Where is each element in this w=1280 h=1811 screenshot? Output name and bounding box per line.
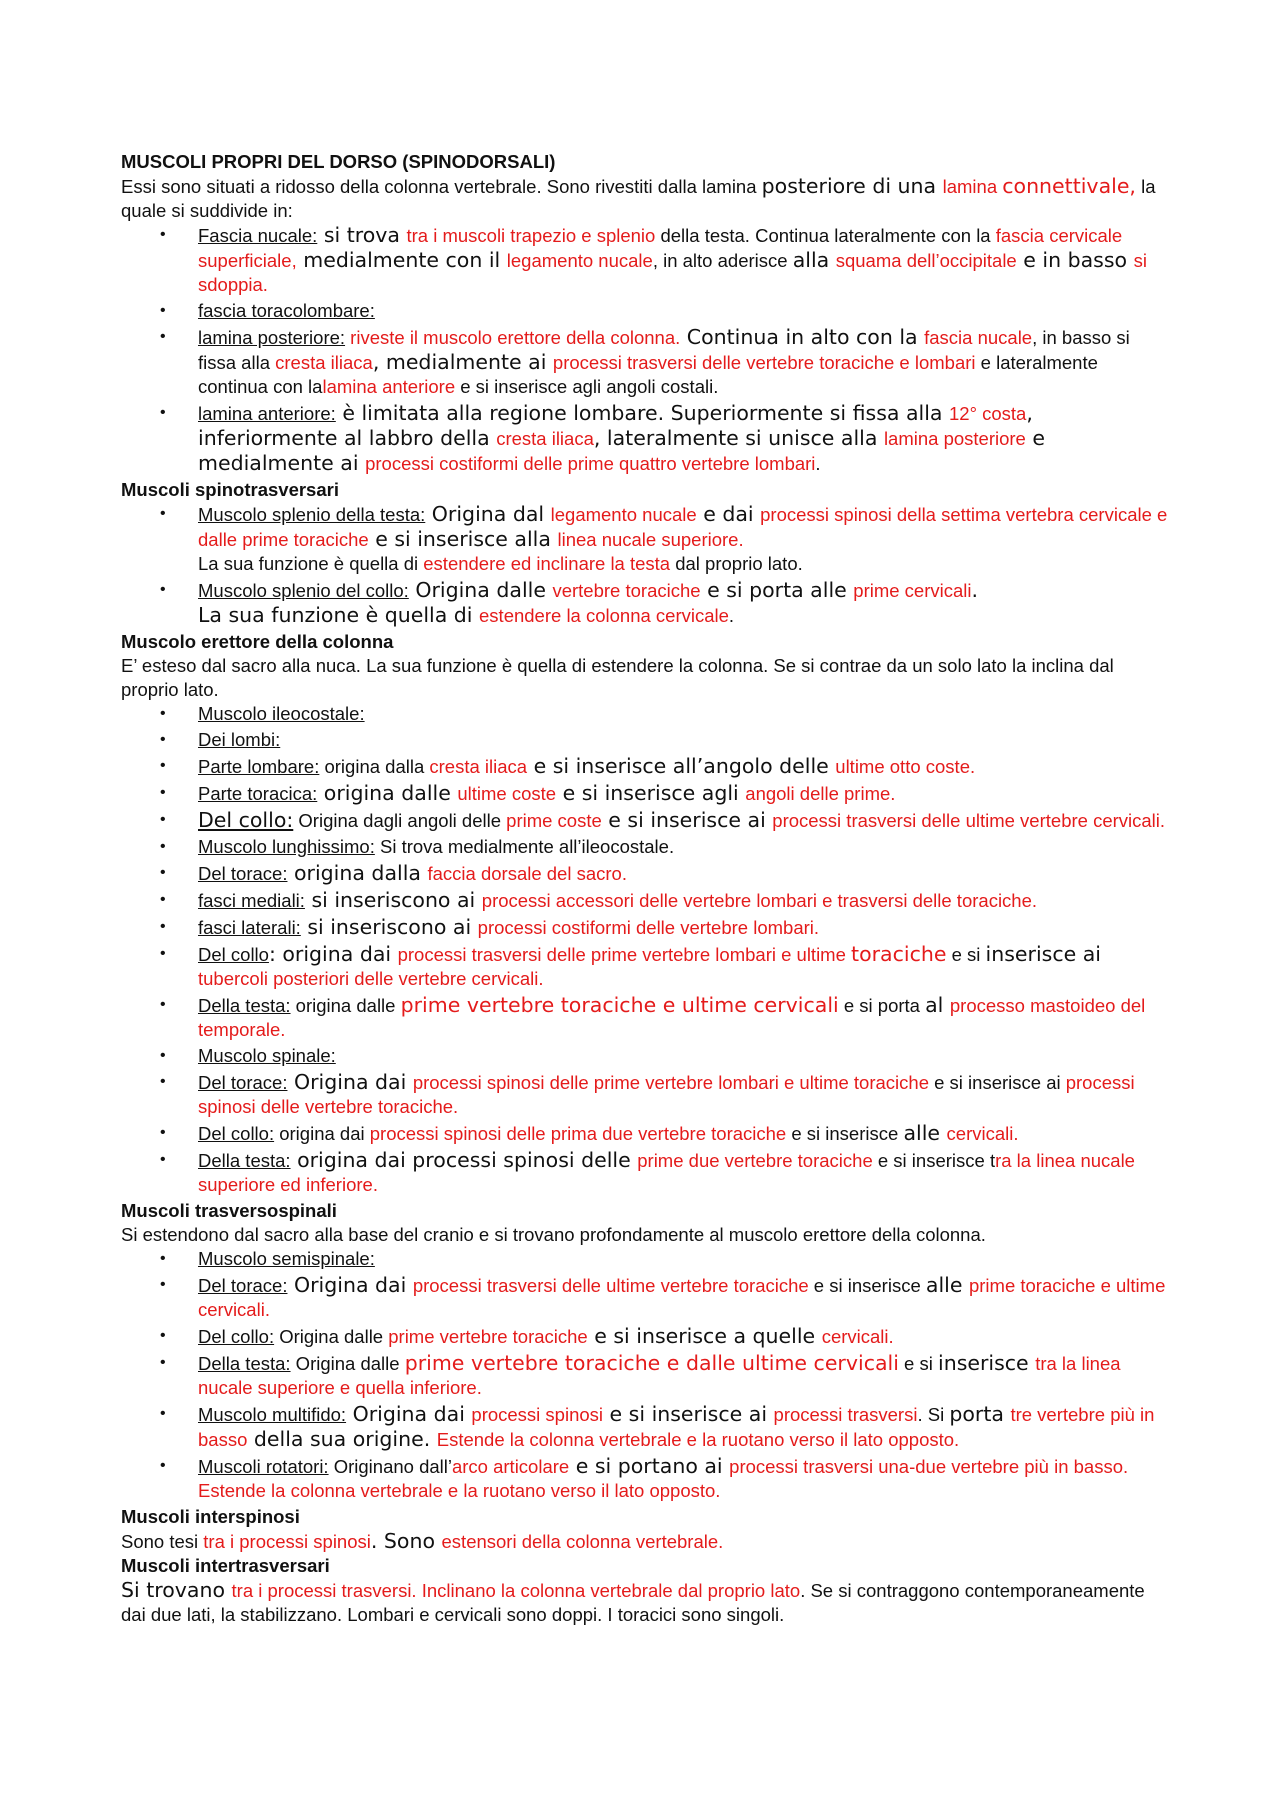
list-item (121, 1121, 1171, 1146)
text-run: tra i muscoli trapezio e splenio (406, 225, 656, 246)
text-run: Origina dai (346, 1402, 472, 1426)
text-run: fascia toracolombare: (198, 300, 375, 321)
text-run: fasci laterali: (198, 917, 301, 938)
list-item (121, 915, 1171, 940)
text-run: lamina posteriore (883, 428, 1026, 449)
text-run: Parte lombare: (198, 756, 320, 777)
section-heading: Muscoli intertrasversari (121, 1555, 330, 1576)
text-run: riveste il muscolo erettore della colonna. (345, 327, 681, 348)
text-run: e si inserisce alla (368, 527, 558, 551)
text-run: . Se si contraggono contemporaneamente dai due lati, la stabilizzano. Lombari e cervicali sono doppi. I toracici sono singoli. (121, 1580, 1145, 1625)
bullet-list (121, 702, 1171, 1197)
section-heading: Muscoli trasversospinali (121, 1200, 337, 1221)
text-run: e si inserisce (808, 1275, 926, 1296)
text-run: e si (898, 1353, 938, 1374)
text-run: . (815, 453, 821, 474)
text-run: processi trasversi delle ultime vertebre cervicali. (772, 810, 1166, 831)
text-run: La sua funzione è quella di (198, 553, 424, 574)
text-run: fasci mediali: (198, 890, 305, 911)
text-run: e lateralmente continua con la (198, 352, 1098, 397)
text-run: alle (925, 1273, 969, 1297)
list-item (121, 1273, 1171, 1322)
section-heading: Muscoli spinotrasversari (121, 479, 339, 500)
text-run: e si inserisce t (872, 1150, 996, 1171)
text-run: e si porta alle (700, 578, 854, 602)
text-run: , medialmente ai (372, 350, 553, 374)
text-run: cervicali. (821, 1326, 894, 1347)
text-run: e si inserisce agli angoli costali. (455, 376, 719, 397)
text-run: e si porta (838, 995, 926, 1016)
text-run: della testa. Continua lateralmente con la (655, 225, 996, 246)
text-run: e si inserisce ai (603, 1402, 774, 1426)
document-page (121, 150, 1171, 1627)
text-run: processi trasversi (773, 1404, 918, 1425)
text-run: e si portano ai (569, 1454, 730, 1478)
text-run: Si trova medialmente all’ileocostale. (374, 836, 675, 857)
text-run: Origina dai (287, 1070, 413, 1094)
text-run: angoli delle prime. (745, 783, 896, 804)
text-run: . Si (917, 1404, 950, 1425)
text-run: Del torace: (198, 1275, 288, 1296)
text-run: processi spinosi (471, 1404, 604, 1425)
text-run: estensori della colonna vertebrale. (441, 1531, 724, 1552)
text-run: linea nucale superiore. (557, 529, 744, 550)
section-intro (121, 1223, 1171, 1247)
text-run: processo mastoideo del temporale. (198, 995, 1146, 1040)
text-run: Del collo: (198, 1326, 275, 1347)
text-run: processi accessori delle vertebre lombari e trasversi delle toraciche. (481, 890, 1038, 911)
text-run: Della testa: (198, 1150, 291, 1171)
text-run: . Sono (370, 1529, 442, 1553)
text-run: Dei lombi: (198, 729, 281, 750)
section-heading: MUSCOLI PROPRI DEL DORSO (SPINODORSALI) (121, 151, 556, 172)
text-run: e si inserisce ai (928, 1072, 1066, 1093)
text-run: Si trovano (121, 1578, 232, 1602)
text-run: ultime otto coste. (835, 756, 976, 777)
list-item (121, 223, 1171, 297)
text-run: E’ esteso dal sacro alla nuca. La sua funzione è quella di estendere la colonna. Se si contrae da un solo lato la inclina dal proprio lato. (121, 655, 1114, 700)
text-run: Si estendono dal sacro alla base del cranio e si trovano profondamente al muscolo erettore della colonna. (121, 1224, 986, 1245)
text-run: e si inserisce a quelle (587, 1324, 822, 1348)
text-run: lamina posteriore: (198, 327, 346, 348)
list-item (121, 993, 1171, 1042)
text-run: fascia cervicale superficiale, (198, 225, 1123, 271)
text-run: legamento nucale (506, 250, 653, 271)
list-item (121, 1070, 1171, 1119)
text-run: Muscolo lunghissimo: (198, 836, 375, 857)
text-run: e si inserisce agli (556, 781, 746, 805)
text-run: prime cervicali (853, 580, 972, 601)
list-item (121, 808, 1171, 833)
list-item (121, 754, 1171, 779)
text-run: Muscolo multifido: (198, 1404, 347, 1425)
text-run: processi spinosi delle vertebre toraciche. (198, 1072, 1135, 1117)
text-run: cervicali. (946, 1123, 1019, 1144)
text-run: arco articolare (451, 1456, 570, 1477)
text-run: , in alto aderisce (652, 250, 793, 271)
section-heading: Muscoli interspinosi (121, 1506, 300, 1527)
list-item (121, 1402, 1171, 1452)
text-run: processi costiformi delle vertebre lombari. (477, 917, 820, 938)
text-run: connettivale, (1002, 174, 1136, 198)
text-run: 12° costa (949, 403, 1027, 424)
text-run: processi trasversi delle vertebre toraciche e lombari (552, 352, 976, 373)
text-run: e si inserisce all’angolo delle (527, 754, 836, 778)
text-run: origina dalla (287, 861, 428, 885)
text-run: e medialmente ai (198, 426, 1045, 475)
section-intro (121, 1529, 1171, 1554)
text-run: Essi sono situati a ridosso della colonna vertebrale. Sono rivestiti dalla lamina (121, 176, 762, 197)
text-run: processi spinosi della settima vertebra cervicale e dalle prime toraciche (198, 504, 1168, 550)
list-item (121, 299, 1171, 323)
text-run: Origina dalle (274, 1326, 389, 1347)
text-run: estendere la colonna cervicale (479, 605, 729, 626)
text-run: processi trasversi una-due vertebre più in basso. (729, 1456, 1129, 1477)
text-run: ultime coste (457, 783, 557, 804)
text-run: , lateralmente si unisce alla (593, 426, 884, 450)
list-item (121, 578, 1171, 628)
text-run: tra i processi spinosi (203, 1531, 371, 1552)
text-run: estendere ed inclinare la testa (423, 553, 671, 574)
bullet-list (121, 1247, 1171, 1503)
text-run: ra la linea nucale superiore ed inferiore. (198, 1150, 1135, 1195)
text-run: origina dai (274, 1123, 370, 1144)
text-run: dal proprio lato. (670, 553, 803, 574)
list-item (121, 861, 1171, 886)
text-run: e si (946, 944, 986, 965)
text-run: Origina dagli angoli delle (293, 810, 507, 831)
list-item (121, 781, 1171, 806)
text-run: origina dalla (319, 756, 430, 777)
text-run: tra la linea nucale superiore e quella inferiore. (198, 1353, 1121, 1398)
list-item (121, 1351, 1171, 1400)
text-run: Muscolo splenio del collo: (198, 580, 409, 601)
list-item (121, 888, 1171, 913)
text-run: cresta iliaca (275, 352, 373, 373)
text-run: Del collo: (198, 1123, 275, 1144)
bullet-list (121, 223, 1171, 476)
text-run: lamina anteriore: (198, 403, 336, 424)
text-run: e si inserisce (786, 1123, 904, 1144)
text-run: prime toraciche e ultime cervicali. (198, 1275, 1166, 1320)
text-run: e in basso (1016, 248, 1134, 272)
text-run: della sua origine. (247, 1427, 437, 1451)
text-run: Estende la colonna vertebrale e la ruotano verso il lato opposto. (436, 1429, 960, 1450)
list-item (121, 1454, 1171, 1503)
text-run: Origina dal (425, 502, 551, 526)
text-run: inserisce ai (985, 942, 1101, 966)
text-run: prime due vertebre toraciche (637, 1150, 873, 1171)
text-run: prime vertebre toraciche (388, 1326, 588, 1347)
text-run: . (728, 605, 735, 626)
text-run: processi trasversi delle ultime vertebre toraciche (412, 1275, 809, 1296)
section-intro (121, 654, 1171, 702)
text-run: medialmente con il (296, 248, 507, 272)
list-item (121, 1247, 1171, 1271)
list-item (121, 1148, 1171, 1197)
text-run: tre vertebre più in basso (198, 1404, 1155, 1450)
list-item (121, 401, 1171, 476)
text-run: porta (949, 1402, 1011, 1426)
text-run: Sono tesi (121, 1531, 204, 1552)
text-run: Del torace: (198, 863, 288, 884)
text-run: al (925, 993, 950, 1017)
bullet-list (121, 502, 1171, 628)
text-run: Origina dai (287, 1273, 413, 1297)
text-run: Estende la colonna vertebrale e la ruotano verso il lato opposto. (198, 1480, 721, 1501)
list-item (121, 942, 1171, 991)
text-run: squama dell’occipitale (835, 250, 1017, 271)
text-run: processi trasversi delle prime vertebre lombari e ultime (397, 944, 852, 965)
text-run: si trova (317, 223, 407, 247)
text-run: Del collo: (198, 808, 294, 832)
text-run: faccia dorsale del sacro. (427, 863, 627, 884)
text-run: legamento nucale (550, 504, 697, 525)
list-item (121, 702, 1171, 726)
text-run: inserisce (938, 1351, 1036, 1375)
text-run: La sua funzione è quella di (198, 603, 480, 627)
text-run: vertebre toraciche (552, 580, 701, 601)
text-run: Della testa: (198, 995, 291, 1016)
text-run: Origina dalle (290, 1353, 405, 1374)
section-intro (121, 174, 1171, 223)
text-run: posteriore di una (761, 174, 943, 198)
text-run: prime vertebre toraciche e dalle ultime cervicali (404, 1351, 899, 1375)
list-item (121, 502, 1171, 576)
list-item (121, 835, 1171, 859)
text-run: processi spinosi delle prime vertebre lombari e ultime toraciche (412, 1072, 929, 1093)
text-run: la quale si suddivide in: (121, 176, 1156, 221)
text-run: alla (792, 248, 836, 272)
list-item (121, 1324, 1171, 1349)
text-run: origina dalle (290, 995, 401, 1016)
text-run: processi spinosi delle prima due vertebre toraciche (369, 1123, 787, 1144)
text-run: Muscolo semispinale: (198, 1248, 375, 1269)
text-run: e dai (696, 502, 761, 526)
text-run: Della testa: (198, 1353, 291, 1374)
text-run: lamina anteriore (322, 376, 456, 397)
text-run: processi costiformi delle prime quattro vertebre lombari (365, 453, 816, 474)
list-item (121, 325, 1171, 399)
section-intro (121, 1578, 1171, 1627)
text-run: tubercoli posteriori delle vertebre cervicali. (198, 968, 544, 989)
text-run: Origina dalle (408, 578, 553, 602)
text-run: lamina (942, 176, 1003, 197)
text-run: prime vertebre toraciche e ultime cervicali (400, 993, 839, 1017)
text-run: Muscolo spinale: (198, 1045, 336, 1066)
list-item (121, 1044, 1171, 1068)
text-run: si inseriscono ai (304, 888, 482, 912)
text-run: cresta iliaca (496, 428, 594, 449)
text-run: alle (903, 1121, 947, 1145)
text-run: cresta iliaca (429, 756, 528, 777)
text-run: fascia nucale (924, 327, 1033, 348)
text-run: Fascia nucale: (198, 225, 318, 246)
text-run: Del collo (198, 944, 269, 965)
text-run: e si inserisce ai (601, 808, 773, 832)
text-run: : origina dai (268, 942, 398, 966)
text-run: Continua in alto con la (680, 325, 925, 349)
text-run: origina dai processi spinosi delle (290, 1148, 638, 1172)
text-run: Originano dall’ (328, 1456, 452, 1477)
text-run: tra i processi trasversi. Inclinano la colonna vertebrale dal proprio lato (231, 1580, 801, 1601)
text-run: prime coste (506, 810, 602, 831)
text-run: si sdoppia. (198, 250, 1147, 295)
list-item (121, 728, 1171, 752)
section-heading: Muscolo erettore della colonna (121, 631, 394, 652)
text-run: Muscolo splenio della testa: (198, 504, 426, 525)
text-run: è limitata alla regione lombare. Superiormente si fissa alla (335, 401, 949, 425)
text-run: origina dalle (317, 781, 458, 805)
text-run: Muscoli rotatori: (198, 1456, 329, 1477)
text-run: Parte toracica: (198, 783, 318, 804)
text-run: . (971, 578, 979, 602)
text-run: , in basso si fissa alla (198, 327, 1130, 373)
text-run: toraciche (851, 942, 947, 966)
text-run: Muscolo ileocostale: (198, 703, 365, 724)
text-run: , inferiormente al labbro della (198, 401, 1033, 450)
text-run: Del torace: (198, 1072, 288, 1093)
text-run: si inseriscono ai (300, 915, 478, 939)
